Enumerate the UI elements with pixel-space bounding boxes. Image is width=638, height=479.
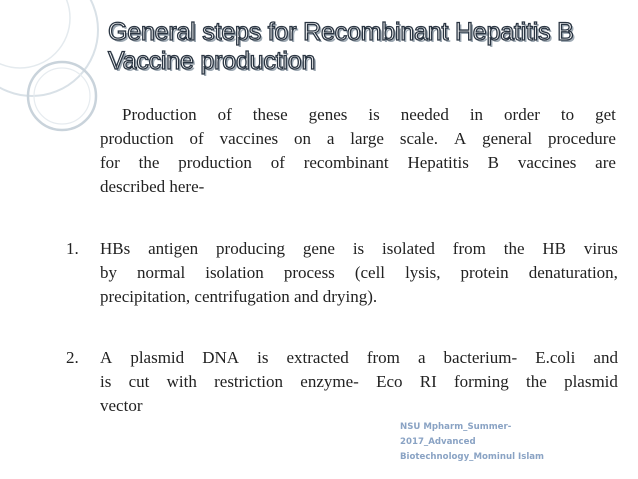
word: forming — [454, 372, 509, 391]
word: to — [560, 105, 575, 124]
word: by — [100, 263, 117, 282]
word: HB — [542, 239, 566, 258]
word: from — [366, 348, 400, 367]
word: gene — [302, 239, 335, 258]
list-item-2 — [66, 346, 618, 418]
word: is — [352, 239, 365, 258]
intro-line — [100, 103, 616, 127]
word: genes — [308, 105, 348, 124]
word: the — [503, 239, 525, 258]
word: scale. — [399, 129, 439, 148]
word: a — [417, 348, 426, 367]
word: antigen — [148, 239, 199, 258]
word: Eco — [376, 372, 403, 391]
word: production — [100, 129, 174, 148]
word: order — [504, 105, 540, 124]
word: enzyme- — [300, 372, 359, 391]
word: (cell — [354, 263, 386, 282]
word: and — [593, 348, 618, 367]
word: general — [482, 129, 533, 148]
word: process — [283, 263, 335, 282]
intro-paragraph — [100, 103, 616, 199]
footer-line-1: NSU Mpharm_Summer- — [400, 422, 512, 432]
word: are — [595, 153, 616, 172]
word: in — [469, 105, 484, 124]
word: protein — [460, 263, 509, 282]
list-item-line — [66, 285, 618, 309]
word: A — [100, 348, 113, 367]
list-item-number: 1. — [66, 239, 79, 258]
word: A — [453, 129, 467, 148]
word: production — [178, 153, 252, 172]
list-item-line — [66, 237, 618, 261]
word: is — [368, 105, 380, 124]
word: is — [257, 348, 269, 367]
list-item-number: 2. — [66, 348, 79, 367]
word: producing — [216, 239, 285, 258]
word: isolated — [382, 239, 435, 258]
word: plasmid — [130, 348, 185, 367]
word: precipitation, centrifugation and drying). — [100, 287, 378, 306]
intro-line — [100, 127, 616, 151]
word: the — [526, 372, 547, 391]
intro-line — [100, 175, 616, 199]
word: for — [100, 153, 120, 172]
list-item-line-text — [100, 346, 618, 370]
word: recombinant — [303, 153, 389, 172]
footer-credit — [400, 420, 600, 465]
word: isolation — [205, 263, 264, 282]
word: of — [217, 105, 232, 124]
word: needed — [400, 105, 449, 124]
slide-title — [108, 18, 618, 76]
word: restriction — [214, 372, 284, 391]
word: normal — [137, 263, 186, 282]
word: Hepatitis — [407, 153, 469, 172]
word: DNA — [202, 348, 240, 367]
word: bacterium- — [443, 348, 518, 367]
word: RI — [419, 372, 437, 391]
word: described here- — [100, 177, 205, 196]
list-item-line — [66, 394, 618, 418]
list-item-line — [66, 370, 618, 394]
word: get — [595, 105, 616, 124]
intro-line — [100, 151, 616, 175]
word: vaccines — [517, 153, 577, 172]
word: Production — [122, 105, 197, 124]
word: lysis, — [405, 263, 441, 282]
footer-line-3: Biotechnology_Mominul Islam — [400, 452, 545, 462]
word: B — [487, 153, 500, 172]
word: of — [270, 153, 285, 172]
word: large — [350, 129, 384, 148]
list-item-line — [66, 261, 618, 285]
list-item-line-text — [100, 237, 618, 261]
word: the — [138, 153, 160, 172]
word: with — [166, 372, 197, 391]
word: E.coli — [535, 348, 576, 367]
word: denaturation, — [528, 263, 618, 282]
word: HBs — [100, 239, 131, 258]
word: plasmid — [564, 372, 618, 391]
slide-title-line-1: General steps for Recombinant Hepatitis B — [108, 18, 574, 46]
word: from — [452, 239, 486, 258]
word: extracted — [286, 348, 349, 367]
word: a — [326, 129, 335, 148]
word: of — [189, 129, 204, 148]
word: on — [293, 129, 311, 148]
word: vaccines — [219, 129, 279, 148]
word: procedure — [548, 129, 616, 148]
word: virus — [583, 239, 618, 258]
word: these — [252, 105, 288, 124]
slide-title-line-2: Vaccine production — [108, 47, 316, 75]
list-item-1 — [66, 237, 618, 309]
footer-line-2: 2017_Advanced — [400, 437, 476, 447]
word: cut — [128, 372, 150, 391]
list-item-line — [66, 346, 618, 370]
word: vector — [100, 396, 143, 415]
word: is — [100, 372, 112, 391]
